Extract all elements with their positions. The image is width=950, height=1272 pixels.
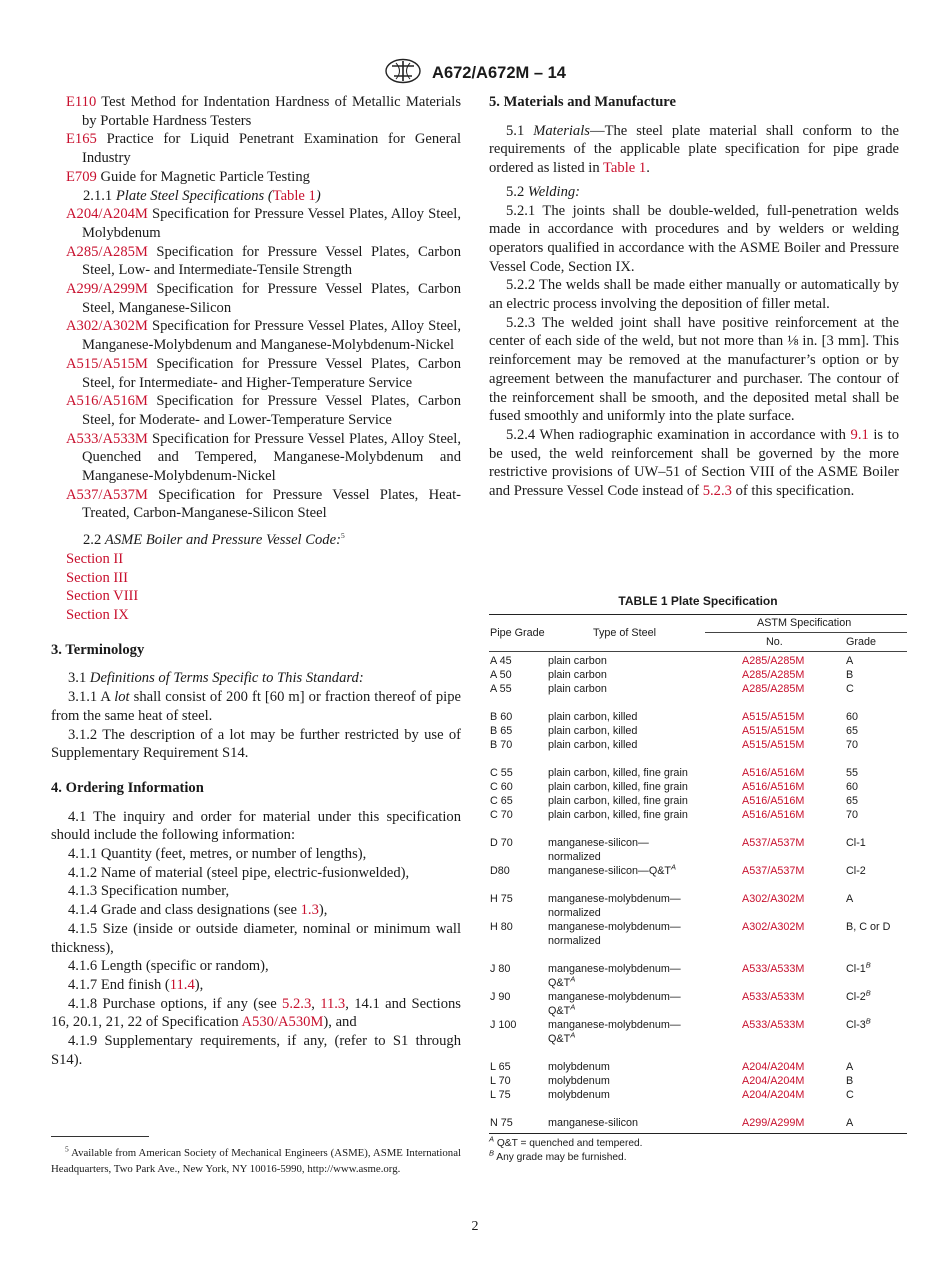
reference-item <box>66 280 461 317</box>
cell-grade: A <box>846 655 854 667</box>
table-row <box>489 766 907 780</box>
cell-type-of-steel: plain carbon, killed <box>548 725 638 737</box>
cell-astm-spec-link[interactable]: A533/A533M <box>742 963 805 975</box>
cell-type-of-steel: manganese-$silicon—Q\&T^A$ <box>548 862 677 877</box>
reference-item <box>66 355 461 392</box>
section-9-1-link[interactable]: 9.1 <box>850 426 869 443</box>
section-4-1-2: 4.1.2 Name of material (steel pipe, electric-fusionwelded), <box>68 864 410 881</box>
section-2-1-1: 2.1.1 Plate Steel Specifications (Table 1) <box>83 187 321 204</box>
page-header <box>0 58 950 89</box>
table-row <box>489 724 907 738</box>
cell-grade: B <box>846 669 854 681</box>
reference-title: Specification for Pressure Vessel Plates, Carbon Steel, for Moderate- and Lower-Temperature Service <box>82 393 461 428</box>
cell-pipe-grade: C 60 <box>490 781 513 793</box>
reference-item <box>66 317 461 354</box>
table-row <box>489 962 907 990</box>
reference-title: Guide for Magnetic Particle Testing <box>100 168 310 185</box>
cell-type-of-steel: manganese-silicon <box>548 1117 639 1129</box>
reference-item <box>66 243 461 280</box>
reference-code-link[interactable]: E709 <box>66 168 97 185</box>
cell-type-of-steel: manganese-$molybdenum—Q\&T^A$ <box>548 1019 681 1045</box>
cell-pipe-grade: D 70 <box>490 837 513 849</box>
header-astm-specification: ASTM Specification <box>757 617 852 629</box>
table-footnote: $^B$ Any grade may be furnished. <box>489 1148 627 1163</box>
cell-type-of-steel: manganese-$molybdenum—Q\&T^A$ <box>548 963 681 989</box>
reference-title: Practice for Liquid Penetrant Examination for General Industry <box>82 131 462 167</box>
table-footnotes <box>489 1134 907 1165</box>
cell-astm-spec-link[interactable]: A533/A533M <box>742 1019 805 1031</box>
table-row <box>489 990 907 1018</box>
table-header <box>489 615 907 651</box>
table-row <box>489 920 907 948</box>
header-no: No. <box>766 636 783 648</box>
asme-section-list <box>66 550 461 625</box>
cell-pipe-grade: J 100 <box>490 1019 517 1031</box>
cell-astm-spec-link[interactable]: A516/A516M <box>742 795 805 807</box>
cell-grade: $Cl-2^B$ <box>846 988 871 1003</box>
section-4-1-3: 4.1.3 Specification number, <box>68 883 230 900</box>
cell-pipe-grade: A 55 <box>490 683 512 695</box>
cell-pipe-grade: L 70 <box>490 1075 511 1087</box>
cell-grade: B <box>846 1075 854 1087</box>
cell-pipe-grade: B 60 <box>490 711 513 723</box>
asme-section-link[interactable]: Section IX <box>66 606 129 623</box>
cell-type-of-steel: manganese-silicon—normalized <box>548 837 649 863</box>
cell-type-of-steel: plain carbon <box>548 655 607 667</box>
cell-astm-spec-link[interactable]: A204/A204M <box>742 1075 805 1087</box>
section-5-heading: 5. Materials and Manufacture <box>489 94 676 110</box>
cell-astm-spec-link[interactable]: A533/A533M <box>742 991 805 1003</box>
cell-astm-spec-link[interactable]: A285/A285M <box>742 669 805 681</box>
reference-code-link[interactable]: A537/A537M <box>66 486 148 503</box>
cell-pipe-grade: A 45 <box>490 655 512 667</box>
cell-type-of-steel: molybdenum <box>548 1075 610 1087</box>
reference-code-link[interactable]: E165 <box>66 131 97 148</box>
section-5-2-2: 5.2.2 The welds shall be made either manually or automatically by an electric process involving the deposition of filler metal. <box>489 277 899 313</box>
astm-logo-icon <box>384 58 422 89</box>
section-4-1-1: 4.1.1 Quantity (feet, metres, or number of lengths), <box>68 846 367 863</box>
cell-astm-spec-link[interactable]: A302/A302M <box>742 893 805 905</box>
table-row <box>489 864 907 878</box>
reference-code-link[interactable]: A204/A204M <box>66 206 148 223</box>
cell-astm-spec-link[interactable]: A204/A204M <box>742 1089 805 1101</box>
cell-grade: A <box>846 1061 854 1073</box>
cell-type-of-steel: manganese-molybdenum—normalized <box>548 893 681 919</box>
section-11-4-link[interactable]: 11.4 <box>169 976 195 993</box>
reference-item <box>66 130 461 167</box>
cell-astm-spec-link[interactable]: A516/A516M <box>742 767 805 779</box>
table-row <box>489 710 907 724</box>
reference-title: Specification for Pressure Vessel Plates, Alloy Steel, Molybdenum <box>82 206 461 241</box>
section-4-1-9: 4.1.9 Supplementary requirements, if any, (refer to S1 through S14). <box>51 1033 461 1068</box>
table-row <box>489 668 907 682</box>
reference-item <box>66 93 461 130</box>
table-footnote: $^A$ Q&T = quenched and tempered. <box>489 1134 643 1149</box>
cell-astm-spec-link[interactable]: A204/A204M <box>742 1061 805 1073</box>
section-3-1: 3.1 Definitions of Terms Specific to This Standard: <box>68 670 364 687</box>
cell-pipe-grade: B 70 <box>490 739 513 751</box>
cell-astm-spec-link[interactable]: A537/A537M <box>742 865 805 877</box>
table-row <box>489 1074 907 1088</box>
cell-astm-spec-link[interactable]: A515/A515M <box>742 725 805 737</box>
section-5-2-1: 5.2.1 The joints shall be double-welded, full-penetration welds made in accordance with procedures and by welders or welding operators qualified in accordance with the ASME Boiler and Pressure Vessel Code, Section IX. <box>489 202 899 275</box>
table-body <box>489 652 907 1130</box>
table-row <box>489 892 907 920</box>
cell-grade: Cl-1 <box>846 837 866 849</box>
reference-code-link[interactable]: A533/A533M <box>66 430 148 447</box>
section-4-1-8: 4.1.8 Purchase options, if any (see 5.2.3, 11.3, 14.1 and Sections 16, 20.1, 21, 22 of Specification A530/A530M), and <box>51 995 461 1031</box>
header-grade: Grade <box>846 636 877 648</box>
cell-type-of-steel: manganese-molybdenum—normalized <box>548 921 681 947</box>
reference-title: Test Method for Indentation Hardness of Metallic Materials by Portable Hardness Testers <box>82 94 461 129</box>
cell-astm-spec-link[interactable]: A299/A299M <box>742 1117 805 1129</box>
cell-grade: $Cl-1^B$ <box>846 960 871 975</box>
a530-link[interactable]: A530/A530M <box>241 1014 324 1031</box>
cell-pipe-grade: C 70 <box>490 809 513 821</box>
header-type-of-steel: Type of Steel <box>593 627 657 639</box>
section-5-2-3: 5.2.3 The welded joint shall have positive reinforcement at the center of each side of the weld, but not more than ⅛ in. [3 mm]. This reinforcement may be removed at the manufacturer’s option or by agreement between the manufacturer and purchaser. The contour of the reinforcement shall be smooth, and the deposited metal shall be fused smoothly and uniformly into the plate surface. <box>489 314 899 425</box>
cell-grade: 65 <box>846 795 859 807</box>
cell-pipe-grade: D80 <box>490 865 510 877</box>
table-row <box>489 1088 907 1102</box>
reference-code-link[interactable]: A302/A302M <box>66 318 148 335</box>
cell-grade: 65 <box>846 725 859 737</box>
cell-astm-spec-link[interactable]: A285/A285M <box>742 655 805 667</box>
section-4-heading: 4. Ordering Information <box>51 779 204 796</box>
cell-astm-spec-link[interactable]: A516/A516M <box>742 809 805 821</box>
section-4-1-5: 4.1.5 Size (inside or outside diameter, nominal or minimum wall thickness), <box>51 920 461 956</box>
table-row <box>489 836 907 864</box>
table-1-link[interactable]: Table 1 <box>272 187 316 204</box>
table-row <box>489 1060 907 1074</box>
reference-title: Specification for Pressure Vessel Plates, Carbon Steel, Manganese-Silicon <box>82 281 461 316</box>
section-5-1: 5.1 Materials—The steel plate material shall conform to the requirements of the applicable plate specification for pipe grade ordered as listed in Table 1. <box>489 122 900 177</box>
cell-grade: 70 <box>846 809 859 821</box>
section-5-2-3-link[interactable]: 5.2.3 <box>282 995 312 1012</box>
section-3-1-2: 3.1.2 The description of a lot may be further restricted by use of Supplementary Requirement S14. <box>51 726 461 762</box>
table-row <box>489 1018 907 1046</box>
cell-astm-spec-link[interactable]: A285/A285M <box>742 683 805 695</box>
reference-list-e <box>66 93 461 187</box>
asme-section-link[interactable]: Section III <box>66 569 129 586</box>
left-column <box>51 93 461 1069</box>
section-2-2: 2.2 ASME Boiler and Pressure Vessel Code:$^5$ <box>83 531 345 549</box>
cell-pipe-grade: H 80 <box>490 921 513 933</box>
table-row <box>489 654 907 668</box>
cell-pipe-grade: J 90 <box>490 991 511 1003</box>
table-row <box>489 1116 907 1130</box>
table-title: TABLE 1 Plate Specification <box>618 594 778 608</box>
section-3-1-1: 3.1.1 A lot shall consist of 200 ft [60 m] or fraction thereof of pipe from the same heat of steel. <box>51 689 461 724</box>
reference-title: Specification for Pressure Vessel Plates, Heat-Treated, Carbon-Manganese-Silicon Steel <box>82 486 461 522</box>
cell-pipe-grade: B 65 <box>490 725 513 737</box>
reference-list-a <box>66 205 461 523</box>
page-number: 2 <box>471 1219 479 1234</box>
cell-astm-spec-link[interactable]: A537/A537M <box>742 837 805 849</box>
section-5-2: 5.2 Welding: <box>506 183 581 200</box>
cell-type-of-steel: plain carbon, killed <box>548 739 638 751</box>
reference-title: Specification for Pressure Vessel Plates, Carbon Steel, for Intermediate- and Higher-Temperature Service <box>82 355 461 391</box>
cell-grade: Cl-2 <box>846 865 866 877</box>
cell-pipe-grade: H 75 <box>490 893 513 905</box>
section-4-1-6: 4.1.6 Length (specific or random), <box>68 958 269 975</box>
cell-type-of-steel: molybdenum <box>548 1089 610 1101</box>
table-row <box>489 780 907 794</box>
section-4-1-4: 4.1.4 Grade and class designations (see 1.3), <box>68 902 328 919</box>
cell-grade: 55 <box>846 767 859 779</box>
cell-pipe-grade: L 65 <box>490 1061 511 1073</box>
table-row <box>489 794 907 808</box>
document-designation: A672/A672M – 14 <box>432 63 566 82</box>
header-pipe-grade: Pipe Grade <box>490 627 545 639</box>
reference-item <box>66 430 461 486</box>
section-3-heading: 3. Terminology <box>51 641 145 658</box>
cell-type-of-steel: plain carbon, killed, fine grain <box>548 767 688 779</box>
reference-item <box>66 168 461 187</box>
cell-astm-spec-link[interactable]: A516/A516M <box>742 781 805 793</box>
cell-astm-spec-link[interactable]: A515/A515M <box>742 739 805 751</box>
asme-section-link[interactable]: Section VIII <box>66 588 139 605</box>
footnote-5: $^5$ Available from American Society of Mechanical Engineers (ASME), ASME International Headquarters, Two Park Ave., New York, NY 10016-5990, http://www.asme.org. <box>51 1144 461 1175</box>
cell-type-of-steel: plain carbon <box>548 669 607 681</box>
reference-title: Specification for Pressure Vessel Plates, Alloy Steel, Quenched and Tempered, Manganese-Molybdenum and Manganese-Molybdenum-Nickel <box>82 430 461 485</box>
reference-code-link[interactable]: A299/A299M <box>66 281 148 298</box>
cell-type-of-steel: plain carbon, killed, fine grain <box>548 809 688 821</box>
reference-item <box>66 392 461 429</box>
section-11-3-link[interactable]: 11.3 <box>320 995 346 1012</box>
section-1-3-link[interactable]: 1.3 <box>300 902 319 919</box>
cell-astm-spec-link[interactable]: A302/A302M <box>742 921 805 933</box>
cell-pipe-grade: L 75 <box>490 1089 511 1101</box>
table-row <box>489 808 907 822</box>
reference-code-link[interactable]: E110 <box>66 94 97 110</box>
cell-grade: 60 <box>846 781 859 793</box>
cell-type-of-steel: plain carbon <box>548 683 607 695</box>
cell-astm-spec-link[interactable]: A515/A515M <box>742 711 805 723</box>
reference-item <box>66 486 461 523</box>
cell-type-of-steel: molybdenum <box>548 1061 610 1073</box>
cell-pipe-grade: J 80 <box>490 963 511 975</box>
cell-pipe-grade: N 75 <box>490 1117 513 1129</box>
cell-grade: A <box>846 893 854 905</box>
cell-type-of-steel: plain carbon, killed, fine grain <box>548 781 688 793</box>
reference-title: Specification for Pressure Vessel Plates, Alloy Steel, Manganese-Molybdenum and Manganese-Molybdenum-Nickel <box>82 318 461 354</box>
cell-pipe-grade: C 65 <box>490 795 513 807</box>
section-5-2-3-link-2[interactable]: 5.2.3 <box>702 483 732 500</box>
section-5-2-4: 5.2.4 When radiographic examination in accordance with 9.1 is to be used, the weld reinforcement shall be governed by the more restrictive provisions of UW–51 of Section VIII of the ASME Boiler and Pressure Vessel Code instead of 5.2.3 of this specification. <box>489 426 899 500</box>
cell-type-of-steel: plain carbon, killed, fine grain <box>548 795 688 807</box>
cell-grade: C <box>846 683 854 695</box>
table-1-link-2[interactable]: Table 1 <box>603 160 647 177</box>
reference-title: Specification for Pressure Vessel Plates, Carbon Steel, Low- and Intermediate-Tensile Strength <box>82 243 461 279</box>
footnote-rule <box>51 1136 149 1137</box>
right-column <box>489 93 899 501</box>
table-row <box>489 738 907 752</box>
reference-code-link[interactable]: A515/A515M <box>66 355 148 372</box>
table-1 <box>489 594 907 1165</box>
reference-item <box>66 205 461 242</box>
cell-type-of-steel: manganese-$molybdenum—Q\&T^A$ <box>548 991 681 1017</box>
cell-grade: 60 <box>846 711 859 723</box>
cell-grade: 70 <box>846 739 859 751</box>
table-row <box>489 682 907 696</box>
reference-code-link[interactable]: A285/A285M <box>66 243 148 260</box>
reference-code-link[interactable]: A516/A516M <box>66 393 148 410</box>
cell-grade: $Cl-3^B$ <box>846 1016 871 1031</box>
asme-section-link[interactable]: Section II <box>66 550 124 567</box>
section-4-1: 4.1 The inquiry and order for material under this specification should include the following information: <box>51 808 461 844</box>
cell-grade: B, C or D <box>846 921 891 933</box>
cell-grade: A <box>846 1117 854 1129</box>
cell-grade: C <box>846 1089 854 1101</box>
cell-pipe-grade: C 55 <box>490 767 513 779</box>
cell-type-of-steel: plain carbon, killed <box>548 711 638 723</box>
section-4-1-7: 4.1.7 End finish (11.4), <box>68 976 204 993</box>
cell-pipe-grade: A 50 <box>490 669 512 681</box>
